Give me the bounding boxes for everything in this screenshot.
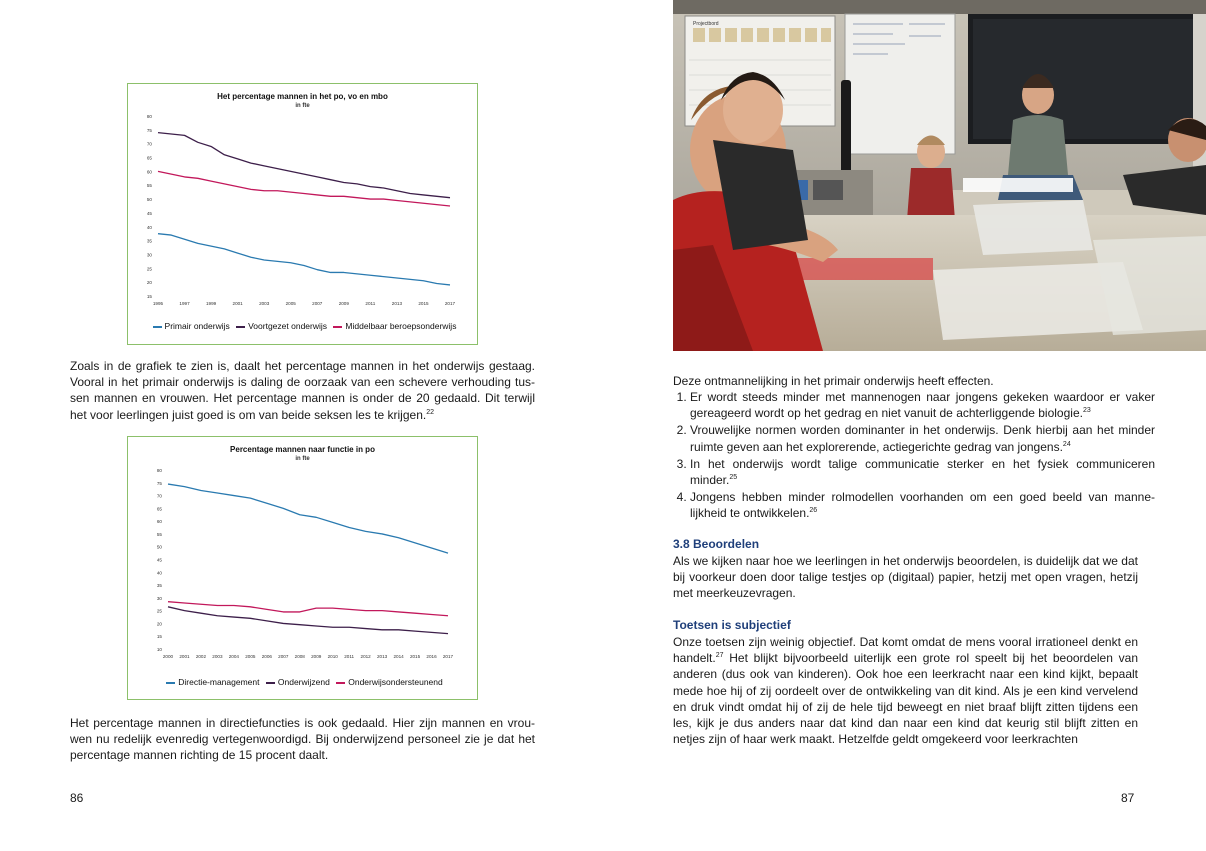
x-tick-label: 2007 [278, 654, 289, 659]
y-tick-label: 20 [146, 280, 152, 286]
series-line-directie-management [168, 484, 448, 553]
y-tick-label: 80 [156, 468, 162, 473]
footnote-ref-22: 22 [426, 408, 434, 416]
legend-label-primair: Primair onderwijs [164, 321, 230, 331]
y-tick-label: 20 [156, 621, 162, 627]
x-tick-label: 2001 [179, 654, 190, 659]
x-tick-label: 2011 [344, 654, 355, 659]
legend-swatch-directie [166, 682, 175, 684]
y-tick-label: 10 [156, 647, 162, 652]
y-tick-label: 45 [156, 557, 162, 563]
subsection-text [673, 634, 1138, 747]
chart-1-subtitle: in fte [295, 103, 310, 109]
y-tick-label: 35 [146, 238, 152, 244]
subsection-text-a: Onze toetsen zijn weinig objectief. Dat komt omdat de mens vooral irrationeel denkt en handelt. [673, 635, 1138, 666]
y-tick-label: 55 [156, 531, 162, 537]
legend-swatch-onderwijzend [266, 682, 275, 684]
series-line-onderwijzend [168, 607, 448, 634]
photo-board-label: Projectbord [693, 21, 719, 27]
legend-swatch-primair [153, 326, 162, 328]
x-tick-label: 2007 [312, 301, 323, 306]
legend-swatch-ondersteunend [336, 682, 345, 684]
list-item [690, 456, 1155, 488]
x-tick-label: 1997 [179, 301, 190, 306]
x-tick-label: 2015 [409, 654, 421, 659]
y-tick-label: 15 [156, 634, 162, 640]
list-item [690, 489, 1155, 521]
paragraph-2: Het percentage mannen in directiefuncties is ook gedaald. Hier zijn mannen en vrouwen nu redelijk evenredig vertegenwoordigd. Bij onderwijzend personeel zie je dat het percentage mannen richting de 15 procent daalt. [70, 716, 535, 763]
list-item-text: Vrouwelijke normen worden dominanter in het onderwijs. Denk hierbij aan het minder ruimte geven aan het explorerende, actiegerichte gedrag van jongens. [690, 423, 1155, 454]
series-line-voortgezet-onderwijs [158, 133, 450, 198]
classroom-illustration [673, 0, 1206, 351]
chart-1-legend [128, 321, 477, 331]
x-tick-label: 2017 [442, 654, 454, 659]
chart-2-legend [128, 677, 477, 687]
x-tick-label: 2008 [294, 654, 305, 659]
x-tick-label: 2001 [232, 301, 243, 306]
y-tick-label: 55 [146, 183, 152, 189]
x-tick-label: 2003 [259, 301, 270, 306]
effects-list [673, 389, 1155, 523]
x-tick-label: 2014 [393, 654, 404, 659]
chart-2-plot [128, 437, 477, 699]
y-tick-label: 45 [146, 210, 152, 216]
series-line-middelbaar-beroepsonderwijs [158, 171, 450, 206]
y-tick-label: 70 [146, 141, 152, 147]
y-tick-label: 50 [146, 197, 152, 203]
subsection-text-b: Het blijkt bijvoorbeeld uiterlijk een grote rol speelt bij het beoordelen van anderen (dus ook van kinderen). Ook hoe een leerkracht naar een kind kijkt, bepaalt mede hoe hij of zij oordeelt over de ontwikkeling van dit kind. Als je een kind vervelend en druk vindt omdat hij of zij de hele tijd beweegt en niet braaf blijft zitten tijdens een les, kijk je dus anders naar dat kind dan naar een kind dat keurig stil blijft zitten en netjes zijn of haar werk maakt. Hetzelfde geldt omgekeerd voor leerkrachten [673, 651, 1138, 747]
legend-swatch-voortgezet [236, 326, 245, 328]
legend-label-mbo: Middelbaar beroepsonderwijs [345, 321, 457, 331]
x-tick-label: 2006 [261, 654, 272, 659]
y-tick-label: 30 [146, 252, 152, 258]
y-tick-label: 65 [146, 155, 152, 161]
y-tick-label: 70 [156, 493, 162, 499]
page-number-right: 87 [1121, 791, 1135, 805]
legend-label-directie: Directie-management [178, 677, 260, 687]
chart-2-title: Percentage mannen naar functie in po [230, 445, 375, 454]
footnote-ref-24: 24 [1062, 440, 1071, 448]
legend-label-voortgezet: Voortgezet onderwijs [248, 321, 328, 331]
y-tick-label: 80 [146, 114, 152, 119]
legend-label-ondersteunend: Onderwijsondersteunend [348, 677, 443, 687]
x-tick-label: 2017 [444, 301, 456, 306]
chart-1-plot [128, 84, 477, 344]
paragraph-1-text: Zoals in de grafiek te zien is, daalt het percentage mannen in het onderwijs gestaag. Vooral in het primair onderwijs is daling de oorzaak van een schevere verhouding tussen mannen en vrouwen. Het percentage mannen is onder de 20 gedaald. Dit terwijl het voor leerlingen juist goed is om van beide seksen les te krijgen. [70, 359, 535, 422]
footnote-ref-23: 23 [1082, 407, 1091, 415]
paragraph-1 [70, 358, 535, 423]
series-line-onderwijsondersteunend [168, 602, 448, 616]
y-tick-label: 35 [156, 583, 162, 589]
legend-swatch-mbo [333, 326, 342, 328]
subheading: Toetsen is subjectief [673, 618, 791, 632]
footnote-ref-27: 27 [715, 652, 724, 660]
chart-1-title: Het percentage mannen in het po, vo en mbo [217, 92, 388, 101]
section-heading: 3.8 Beoordelen [673, 537, 760, 551]
x-tick-label: 2009 [311, 654, 322, 659]
list-item-text: In het onderwijs wordt talige communicatie sterker en het fysiek communiceren minder. [690, 456, 1155, 488]
chart-2-subtitle: in fte [295, 456, 310, 462]
section-text: Als we kijken naar hoe we leerlingen in het onderwijs beoordelen, is duidelijk dat we dat bij voorkeur doen door talige testjes op (digitaal) papier, hetzij met open vragen, hetzij met meerkeuzevragen. [673, 554, 1138, 601]
x-tick-label: 2005 [245, 654, 256, 659]
y-tick-label: 40 [156, 570, 162, 576]
chart-men-po-vo-mbo [127, 83, 478, 345]
y-tick-label: 50 [156, 544, 162, 550]
classroom-photo [673, 0, 1206, 351]
x-tick-label: 2009 [338, 301, 349, 306]
list-item [690, 422, 1155, 454]
y-tick-label: 65 [156, 506, 162, 512]
x-tick-label: 2013 [377, 654, 388, 659]
page-number-left: 86 [70, 791, 84, 805]
y-tick-label: 25 [156, 608, 162, 614]
y-tick-label: 40 [146, 224, 152, 230]
x-tick-label: 2010 [327, 654, 338, 659]
series-line-primair-onderwijs [158, 234, 450, 285]
x-tick-label: 2003 [212, 654, 223, 659]
x-tick-label: 2016 [426, 654, 437, 659]
y-tick-label: 15 [146, 294, 152, 299]
x-tick-label: 2011 [365, 301, 376, 306]
x-tick-label: 2004 [228, 654, 239, 659]
chart-men-by-function-po [127, 436, 478, 700]
list-item-text: Jongens hebben minder rolmodellen voorhanden om een goed beeld van mannelijkheid te ontwikkelen. [690, 490, 1155, 521]
x-tick-label: 2012 [360, 654, 371, 659]
y-tick-label: 75 [156, 480, 162, 486]
x-tick-label: 1995 [152, 301, 164, 306]
effects-intro: Deze ontmannelijking in het primair onderwijs heeft effecten. [673, 374, 994, 388]
footnote-ref-26: 26 [809, 507, 818, 515]
x-tick-label: 2015 [418, 301, 429, 306]
y-tick-label: 60 [156, 519, 162, 525]
x-tick-label: 2002 [195, 654, 207, 659]
y-tick-label: 75 [146, 127, 152, 133]
footnote-ref-25: 25 [729, 474, 738, 482]
list-item [690, 389, 1155, 421]
y-tick-label: 60 [146, 169, 152, 175]
x-tick-label: 2013 [391, 301, 403, 306]
y-tick-label: 25 [146, 266, 152, 272]
y-tick-label: 30 [156, 595, 162, 601]
x-tick-label: 2005 [285, 301, 296, 306]
legend-label-onderwijzend: Onderwijzend [277, 677, 330, 687]
x-tick-label: 1999 [205, 301, 217, 306]
x-tick-label: 2000 [162, 654, 174, 659]
list-item-text: Er wordt steeds minder met mannenogen naar jongens gekeken waardoor er vaker gereageerd wordt op het gedrag en niet vanuit de achterliggende biologie. [690, 390, 1155, 421]
right-page [603, 0, 1206, 851]
